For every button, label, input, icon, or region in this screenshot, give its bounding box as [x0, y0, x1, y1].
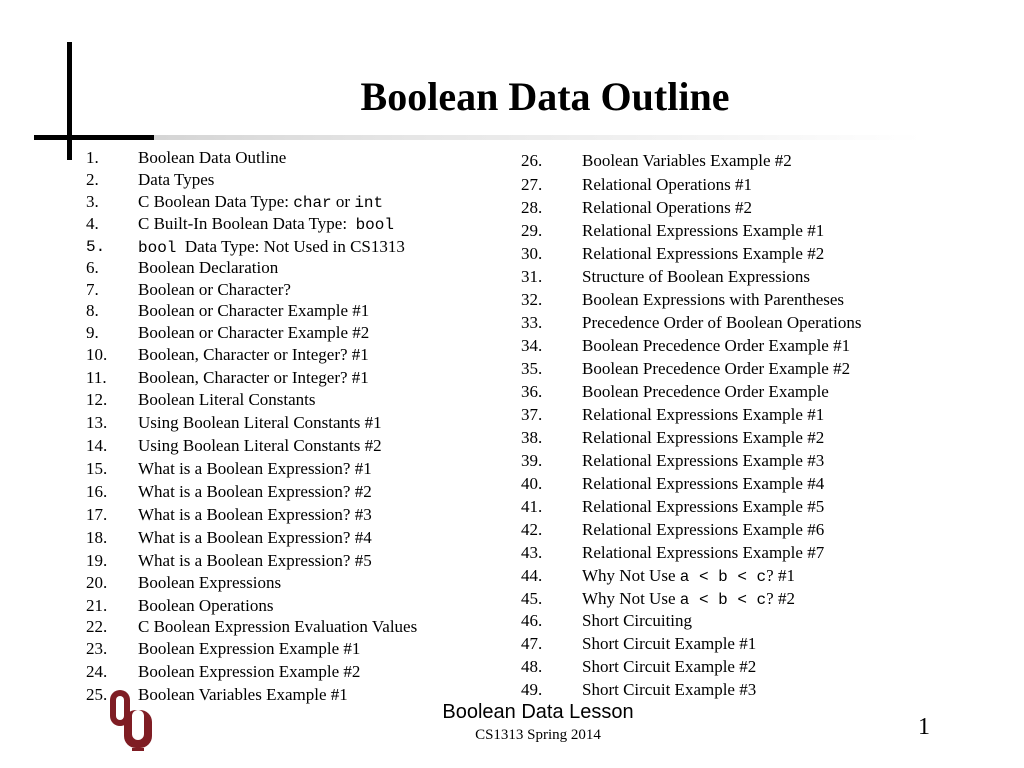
outline-item-text [582, 359, 850, 379]
outline-item-text [582, 611, 692, 631]
outline-item-number: 26. [521, 151, 543, 170]
outline-item-number: 20. [86, 573, 108, 592]
outline-text-segment: Short Circuit Example #3 [582, 680, 757, 699]
outline-item-text [582, 336, 850, 356]
outline-text-segment: Boolean or Character? [138, 280, 291, 299]
outline-item-text [138, 390, 316, 410]
outline-item-number: 9. [86, 323, 99, 342]
outline-text-segment: What is a Boolean Expression? #1 [138, 459, 372, 478]
outline-item-number: 33. [521, 313, 543, 332]
outline-item-text [582, 589, 795, 610]
outline-item-number: 46. [521, 611, 543, 630]
outline-item-number: 43. [521, 543, 543, 562]
outline-item-number: 47. [521, 634, 543, 653]
outline-text-segment: Boolean Expressions with Parentheses [582, 290, 845, 309]
outline-item-text [582, 543, 824, 563]
outline-item-text [138, 505, 372, 525]
outline-item-text [582, 382, 829, 402]
outline-item-number: 2. [86, 170, 99, 189]
outline-text-segment: Relational Expressions Example #4 [582, 474, 825, 493]
outline-item-number: 18. [86, 528, 108, 547]
outline-text-segment: What is a Boolean Expression? #3 [138, 505, 372, 524]
outline-item-number: 42. [521, 520, 543, 539]
ou-logo-icon [110, 688, 158, 752]
outline-item-text [138, 482, 372, 502]
outline-text-segment: Precedence Order of Boolean Operations [582, 313, 862, 332]
outline-text-segment: Relational Expressions Example #2 [582, 244, 825, 263]
outline-text-segment: Boolean Precedence Order Example [582, 382, 829, 401]
outline-text-segment: Boolean, Character or Integer? #1 [138, 345, 369, 364]
outline-text-segment: Boolean Literal Constants [138, 390, 316, 409]
outline-text-segment: What is a Boolean Expression? #5 [138, 551, 372, 570]
outline-item-text [138, 237, 405, 258]
outline-item-text [138, 573, 281, 593]
outline-item-number: 25. [86, 685, 108, 704]
slide-title: Boolean Data Outline [360, 74, 730, 119]
outline-item-text [582, 267, 810, 287]
outline-item-text [138, 170, 214, 190]
outline-item-text [582, 244, 824, 264]
outline-text-segment: Boolean Expression Example #1 [138, 639, 361, 658]
outline-item-text [138, 345, 369, 365]
outline-item-number: 45. [521, 589, 543, 608]
outline-item-number: 36. [521, 382, 543, 401]
outline-item-number: 7. [86, 280, 99, 299]
outline-item-number: 29. [521, 221, 543, 240]
outline-item-number: 5. [86, 238, 106, 256]
outline-item-number: 8. [86, 301, 99, 320]
outline-text-segment: Boolean Precedence Order Example #1 [582, 336, 851, 355]
outline-item-text [582, 680, 756, 700]
outline-text-segment: C Boolean Data Type: [138, 192, 294, 211]
outline-item-text [138, 436, 382, 456]
outline-text-segment: Relational Expressions Example #7 [582, 543, 825, 562]
outline-text-segment: Boolean Expression Example #2 [138, 662, 361, 681]
outline-item-number: 44. [521, 566, 543, 585]
outline-item-text [582, 175, 752, 195]
outline-text-segment: Relational Expressions Example #2 [582, 428, 825, 447]
outline-text-segment: Using Boolean Literal Constants #1 [138, 413, 382, 432]
horizontal-accent-bar [34, 135, 154, 140]
outline-item-number: 19. [86, 551, 108, 570]
outline-text-segment: What is a Boolean Expression? #2 [138, 482, 372, 501]
outline-text-segment: Relational Expressions Example #6 [582, 520, 825, 539]
outline-item-text [138, 323, 369, 343]
outline-text-segment: Boolean Precedence Order Example #2 [582, 359, 851, 378]
outline-text-segment: Short Circuiting [582, 611, 693, 630]
outline-text-segment: Relational Expressions Example #3 [582, 451, 825, 470]
code-keyword: char [293, 194, 332, 212]
outline-item-number: 10. [86, 345, 108, 364]
outline-text-segment: Relational Operations #1 [582, 175, 752, 194]
outline-item-text [138, 148, 286, 168]
outline-item-number: 48. [521, 657, 543, 676]
outline-item-text [582, 497, 824, 517]
outline-text-segment: Boolean or Character Example #2 [138, 323, 370, 342]
outline-item-number: 23. [86, 639, 108, 658]
vertical-accent-bar [67, 42, 72, 160]
outline-item-number: 30. [521, 244, 543, 263]
outline-text-segment: or [331, 192, 355, 211]
outline-item-text [582, 198, 752, 218]
outline-text-segment: ? #2 [766, 589, 795, 608]
outline-item-text [138, 685, 348, 705]
outline-item-text [582, 451, 824, 471]
outline-text-segment: Boolean Declaration [138, 258, 279, 277]
outline-text-segment: Boolean Variables Example #1 [138, 685, 348, 704]
outline-item-number: 22. [86, 617, 108, 636]
outline-text-segment: Relational Expressions Example #5 [582, 497, 825, 516]
outline-item-text [138, 192, 383, 213]
outline-item-number: 6. [86, 258, 99, 277]
outline-item-number: 1. [86, 148, 99, 167]
code-keyword: a < b < c [679, 591, 767, 609]
outline-item-number: 11. [86, 368, 107, 387]
outline-text-segment: Structure of Boolean Expressions [582, 267, 811, 286]
outline-text-segment: What is a Boolean Expression? #4 [138, 528, 372, 547]
outline-item-text [138, 368, 369, 388]
outline-item-number: 39. [521, 451, 543, 470]
outline-text-segment: ? #1 [766, 566, 795, 585]
outline-item-text [582, 634, 756, 654]
outline-item-text [582, 566, 795, 587]
footer-course-subtitle: CS1313 Spring 2014 [475, 727, 601, 743]
outline-item-text [582, 520, 824, 540]
outline-item-text [138, 551, 372, 571]
outline-item-text [138, 528, 372, 548]
outline-text-segment: C Boolean Expression Evaluation Values [138, 617, 418, 636]
outline-text-segment: Boolean or Character Example #1 [138, 301, 370, 320]
outline-item-text [582, 405, 824, 425]
outline-text-segment: C Built-In Boolean Data Type: [138, 214, 356, 233]
code-keyword: a < b < c [679, 568, 767, 586]
outline-item-text [582, 474, 824, 494]
slide-page-number: 1 [918, 714, 930, 740]
outline-item-text [138, 662, 360, 682]
outline-text-segment: Relational Expressions Example #1 [582, 221, 825, 240]
outline-text-segment: Relational Expressions Example #1 [582, 405, 825, 424]
outline-item-text [138, 258, 278, 278]
outline-text-segment: Data Types [138, 170, 215, 189]
outline-item-text [582, 313, 861, 333]
outline-item-text [582, 221, 824, 241]
outline-text-segment: Boolean Operations [138, 596, 274, 615]
outline-item-number: 16. [86, 482, 108, 501]
code-keyword: int [354, 194, 384, 212]
outline-item-number: 3. [86, 192, 99, 211]
outline-text-segment: Short Circuit Example #2 [582, 657, 757, 676]
outline-item-text [582, 290, 844, 310]
outline-item-number: 41. [521, 497, 543, 516]
title-underline [72, 135, 922, 140]
outline-item-number: 21. [86, 596, 108, 615]
outline-text-segment: Boolean, Character or Integer? #1 [138, 368, 369, 387]
outline-item-number: 37. [521, 405, 543, 424]
code-keyword: bool [138, 239, 177, 257]
outline-text-segment: Why Not Use [582, 589, 680, 608]
outline-item-number: 14. [86, 436, 108, 455]
outline-text-segment: Relational Operations #2 [582, 198, 752, 217]
footer-lesson-title: Boolean Data Lesson [442, 701, 634, 723]
outline-text-segment: Data Type: Not Used in CS1313 [176, 237, 405, 256]
outline-item-text [138, 459, 372, 479]
outline-item-number: 28. [521, 198, 543, 217]
outline-text-segment: Boolean Expressions [138, 573, 282, 592]
code-keyword: bool [355, 216, 394, 234]
outline-item-text [138, 214, 394, 235]
outline-item-number: 13. [86, 413, 108, 432]
outline-item-text [582, 151, 792, 171]
outline-item-number: 27. [521, 175, 543, 194]
outline-item-number: 40. [521, 474, 543, 493]
outline-item-text [582, 657, 756, 677]
outline-item-text [138, 413, 382, 433]
outline-item-text [582, 428, 824, 448]
outline-item-text [138, 596, 274, 616]
outline-item-number: 24. [86, 662, 108, 681]
outline-text-segment: Short Circuit Example #1 [582, 634, 757, 653]
outline-item-text [138, 617, 417, 637]
outline-item-text [138, 301, 369, 321]
outline-item-number: 38. [521, 428, 543, 447]
outline-item-number: 32. [521, 290, 543, 309]
outline-item-number: 35. [521, 359, 543, 378]
outline-item-number: 34. [521, 336, 543, 355]
outline-item-number: 49. [521, 680, 543, 699]
outline-item-number: 4. [86, 214, 99, 233]
outline-item-number: 17. [86, 505, 108, 524]
outline-item-number: 15. [86, 459, 108, 478]
outline-text-segment: Boolean Variables Example #2 [582, 151, 792, 170]
outline-text-segment: Boolean Data Outline [138, 148, 287, 167]
outline-text-segment: Using Boolean Literal Constants #2 [138, 436, 382, 455]
outline-item-text [138, 280, 291, 300]
outline-item-number: 12. [86, 390, 108, 409]
outline-item-number: 31. [521, 267, 543, 286]
outline-text-segment: Why Not Use [582, 566, 680, 585]
outline-item-text [138, 639, 360, 659]
